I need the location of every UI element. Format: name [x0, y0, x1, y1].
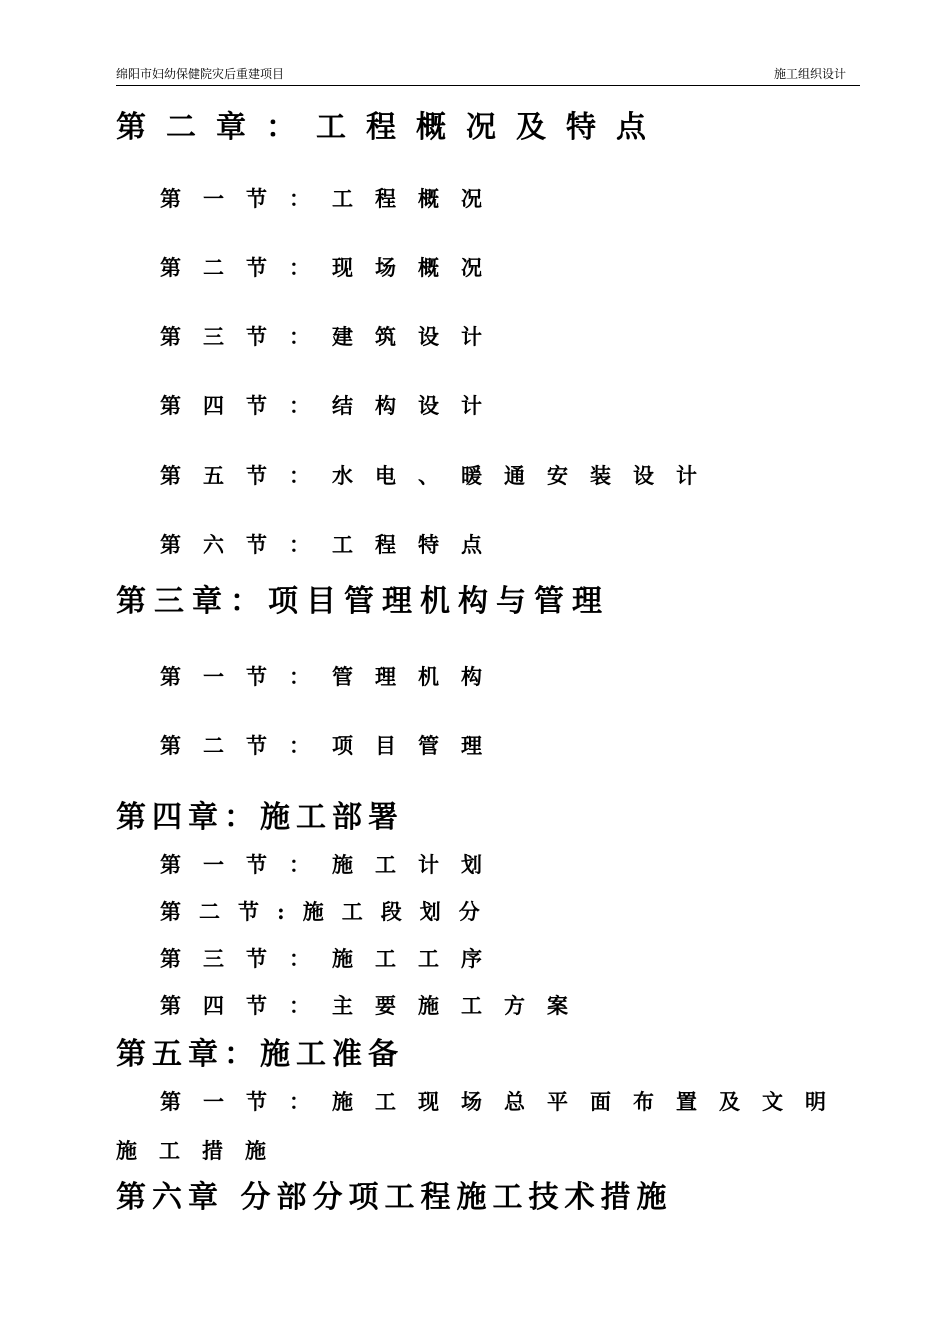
chapter-3-heading: 第三章：项目管理机构与管理	[116, 584, 610, 619]
chapter-4-section-2: 第二节:施工段划分	[160, 899, 498, 924]
chapter-2-section-4: 第四节：结构设计	[160, 393, 504, 418]
chapter-2-section-1: 第一节：工程概况	[160, 186, 504, 211]
chapter-2-section-2: 第二节：现场概况	[160, 255, 504, 280]
chapter-4-section-3: 第三节：施工工序	[160, 946, 504, 971]
chapter-2-section-6: 第六节：工程特点	[160, 532, 504, 557]
chapter-5-heading: 第五章：施工准备	[116, 1037, 404, 1072]
chapter-2-heading: 第二章：工程概况及特点	[116, 110, 666, 145]
page-header	[116, 66, 860, 86]
chapter-5-section-1-continued: 施工措施	[116, 1138, 288, 1163]
chapter-5-section-1: 第一节：施工现场总平面布置及文明	[160, 1089, 848, 1114]
chapter-4-section-4: 第四节：主要施工方案	[160, 993, 590, 1018]
header-project-name: 绵阳市妇幼保健院灾后重建项目	[116, 67, 285, 81]
chapter-3-section-1: 第一节：管理机构	[160, 664, 504, 689]
chapter-3-section-2: 第二节：项目管理	[160, 733, 504, 758]
chapter-2-section-5: 第五节：水电、暖通安装设计	[160, 463, 719, 488]
header-document-type: 施工组织设计	[773, 67, 846, 81]
chapter-2-section-3: 第三节：建筑设计	[160, 324, 504, 349]
chapter-4-section-1: 第一节：施工计划	[160, 852, 504, 877]
chapter-4-heading: 第四章：施工部署	[116, 800, 404, 835]
chapter-6-heading: 第六章 分部分项工程施工技术措施	[116, 1180, 673, 1215]
